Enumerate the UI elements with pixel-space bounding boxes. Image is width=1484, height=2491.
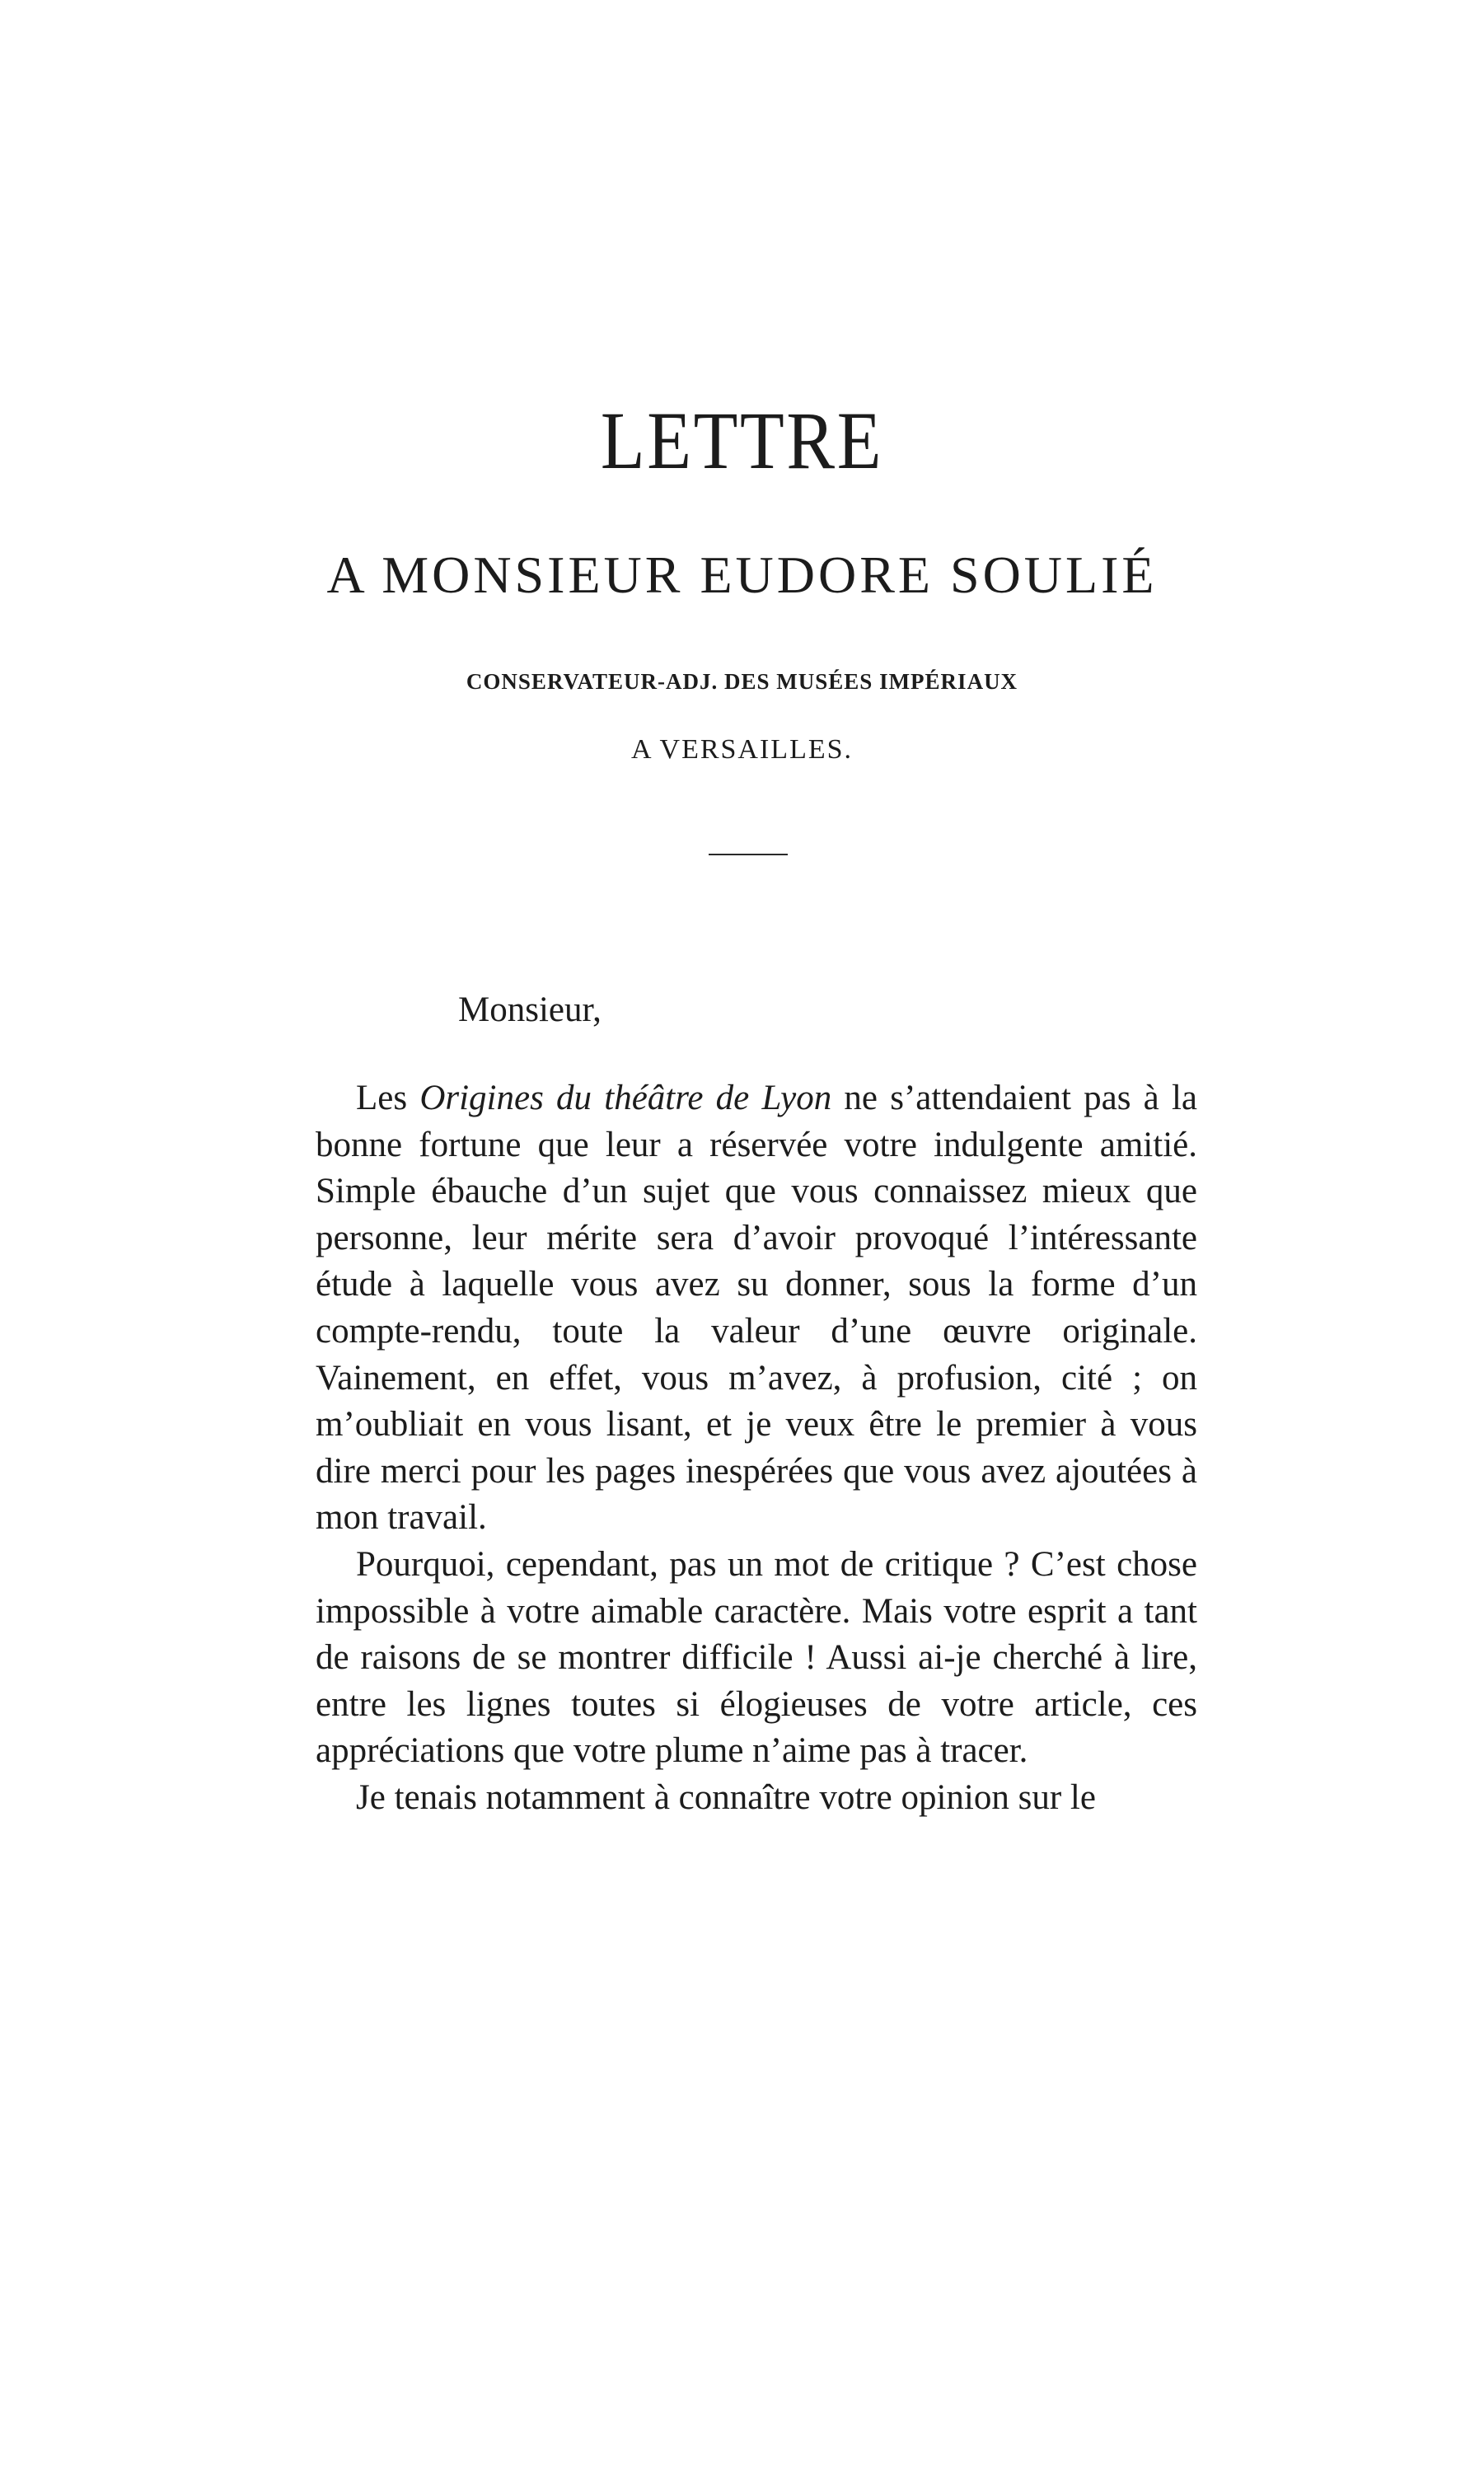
addressee-position: CONSERVATEUR-ADJ. DES MUSÉES IMPÉRIAUX — [466, 669, 1018, 694]
letter-title: LETTRE — [600, 395, 884, 486]
paragraph-1-lead: Les — [356, 1079, 420, 1117]
paragraph-1 — [316, 1075, 1197, 1542]
paragraph-1-rest: ne s’attendaient pas à la bonne fortune que leur a réservée votre indulgente amitié. Simple ébauche d’un sujet que vous connaissez mieux que personne, leur mérite sera d’avoir provoqué l’intéressante étude à laquelle vous avez su donner, sous la forme d’un compte-rendu, toute la valeur d’une œuvre originale. Vainement, en effet, vous m’avez, à profusion, cité ; on m’oubliait en vous lisant, et je veux être le premier à vous dire merci pour les pages inespérées que vous avez ajoutées à mon travail. — [316, 1079, 1197, 1538]
addressee-heading: A MONSIEUR EUDORE SOULIÉ — [326, 545, 1158, 604]
section-divider — [709, 854, 788, 855]
book-title: Origines du théâtre de Lyon — [419, 1079, 832, 1117]
letter-body — [316, 1075, 1197, 1822]
salutation: Monsieur, — [458, 990, 602, 1029]
addressee-place: A VERSAILLES. — [630, 734, 854, 765]
paragraph-2: Pourquoi, cependant, pas un mot de critique ? C’est chose impossible à votre aimable caractère. Mais votre esprit a tant de raisons de se montrer difficile ! Aussi ai-je cherché à lire, entre les lignes toutes si élogieuses de votre article, ces appréciations que votre plume n’aime pas à tracer. — [316, 1544, 1197, 1771]
paragraph-3: Je tenais notamment à connaître votre opinion sur le — [356, 1777, 1096, 1817]
